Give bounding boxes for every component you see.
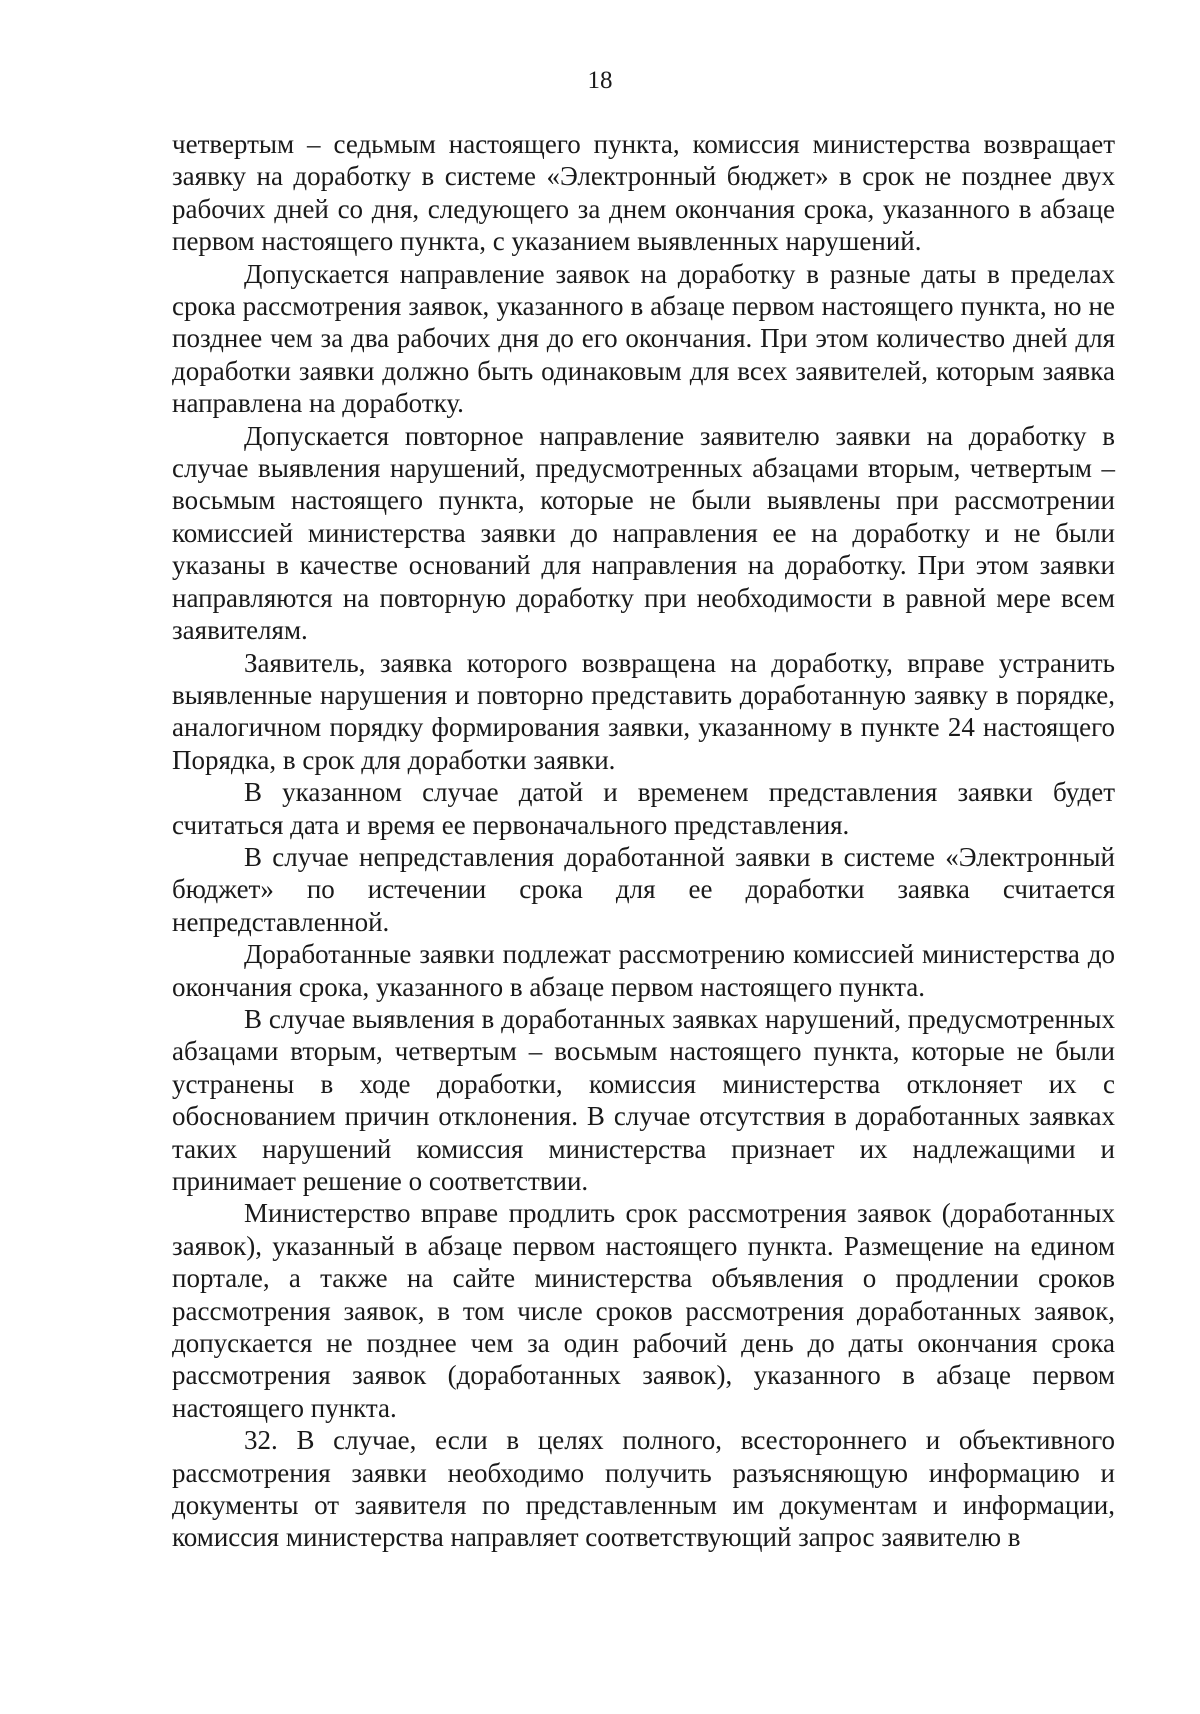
page-number: 18	[587, 67, 613, 94]
paragraph-continuation: четвертым – седьмым настоящего пункта, комиссия министерства возвращает заявку на доработку в системе «Электронный бюджет» в срок не позднее двух рабочих дней со дня, следующего за днем окончания срока, указанного в абзаце первом настоящего пункта, с указанием выявленных нарушений.	[172, 129, 1115, 257]
paragraph: Министерство вправе продлить срок рассмотрения заявок (доработанных заявок), указанный в абзаце первом настоящего пункта. Размещение на едином портале, а также на сайте министерства объявления о продлении сроков рассмотрения заявок, в том числе сроков рассмотрения доработанных заявок, допускается не позднее чем за один рабочий день до даты окончания срока рассмотрения заявок (доработанных заявок), указанного в абзаце первом настоящего пункта.	[172, 1198, 1115, 1423]
paragraph: В случае непредставления доработанной заявки в системе «Электронный бюджет» по истечении срока для ее доработки заявка считается непредставленной.	[172, 841, 1115, 937]
paragraph: В указанном случае датой и временем представления заявки будет считаться дата и время ее первоначального представления.	[172, 777, 1115, 840]
paragraph-item-32: 32. В случае, если в целях полного, всестороннего и объективного рассмотрения заявки необходимо получить разъясняющую информацию и документы от заявителя по представленным им документам и информации, комиссия министерства направляет соответствующий запрос заявителю в	[172, 1425, 1115, 1553]
document-body	[172, 128, 1115, 1554]
paragraph: Допускается направление заявок на доработку в разные даты в пределах срока рассмотрения заявок, указанного в абзаце первом настоящего пункта, но не позднее чем за два рабочих дня до его окончания. При этом количество дней для доработки заявки должно быть одинаковым для всех заявителей, которым заявка направлена на доработку.	[172, 258, 1115, 419]
paragraph: Заявитель, заявка которого возвращена на доработку, вправе устранить выявленные нарушения и повторно представить доработанную заявку в порядке, аналогичном порядку формирования заявки, указанному в пункте 24 настоящего Порядка, в срок для доработки заявки.	[172, 647, 1115, 775]
paragraph: Допускается повторное направление заявителю заявки на доработку в случае выявления нарушений, предусмотренных абзацами вторым, четвертым – восьмым настоящего пункта, которые не были выявлены при рассмотрении комиссией министерства заявки до направления ее на доработку и не были указаны в качестве оснований для направления на доработку. При этом заявки направляются на повторную доработку при необходимости в равной мере всем заявителям.	[172, 420, 1115, 646]
paragraph: Доработанные заявки подлежат рассмотрению комиссией министерства до окончания срока, указанного в абзаце первом настоящего пункта.	[172, 939, 1115, 1002]
paragraph: В случае выявления в доработанных заявках нарушений, предусмотренных абзацами вторым, четвертым – восьмым настоящего пункта, которые не были устранены в ходе доработки, комиссия министерства отклоняет их с обоснованием причин отклонения. В случае отсутствия в доработанных заявках таких нарушений комиссия министерства признает их надлежащими и принимает решение о соответствии.	[172, 1003, 1115, 1196]
